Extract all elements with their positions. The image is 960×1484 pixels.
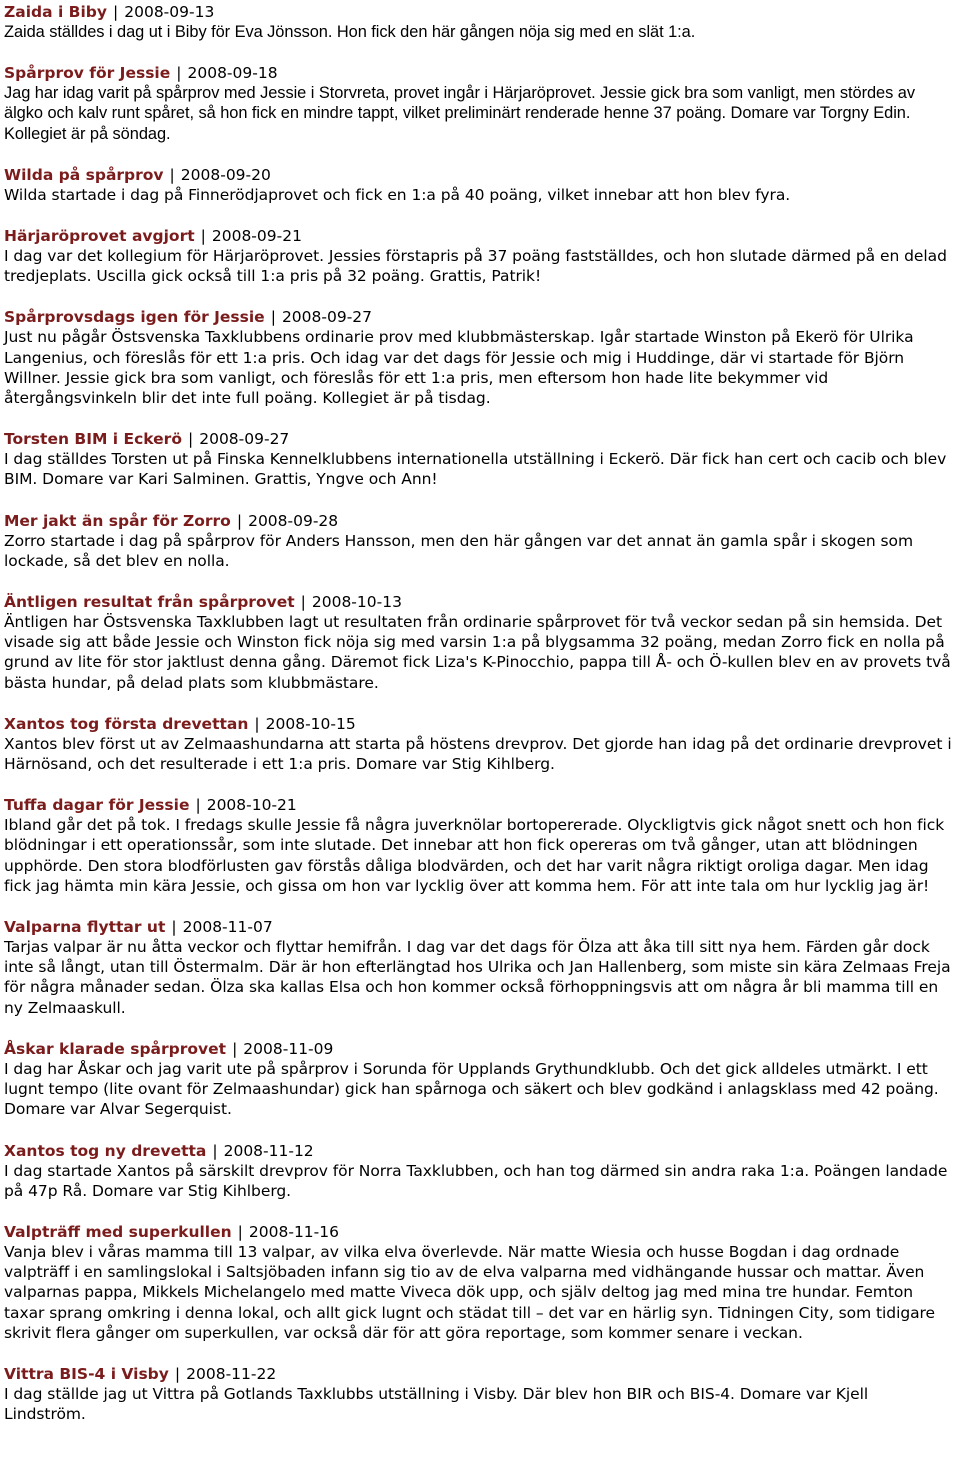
entry-title: Zaida i Biby xyxy=(4,3,107,21)
entry-text: I dag startade Xantos på särskilt drevprov för Norra Taxklubben, och han tog därmed sin andra raka 1:a. Poängen landade på 47p Rå. Domare var Stig Kihlberg. xyxy=(4,1161,948,1200)
entry-title: Xantos tog första drevettan xyxy=(4,714,249,733)
entry-text: Jag har idag varit på spårprov med Jessie i Storvreta, provet ingår i Härjaröprovet. Jessie gick bra som vanligt, men stördes av älgko och kalv runt spåret, så hon fick en mindre tappt, vilket preliminärt renderade henne 37 poäng. Domare var Torgny Edin. Kollegiet är på söndag. xyxy=(4,84,915,143)
entry-date: 2008-09-18 xyxy=(187,64,278,83)
entry-date: 2008-10-13 xyxy=(311,593,402,612)
entry-title: Spårprov för Jessie xyxy=(4,64,171,83)
entry-separator: | xyxy=(187,430,194,449)
entry-separator: | xyxy=(237,1222,243,1241)
entry-separator: | xyxy=(232,1039,238,1058)
news-entry xyxy=(4,63,952,144)
entry-header xyxy=(4,2,952,22)
news-entry xyxy=(4,795,952,896)
entry-text: Just nu pågår Östsvenska Taxklubbens ordinarie prov med klubbmästerskap. Igår startade Winston på Ekerö för Ulrika Langenius, och föreslås för ett 1:a pris. Och idag var det dags för Jessie och mig i Huddinge, där vi startade för Björn Willner. Jessie gick bra som vanligt, och föreslås för ett 1:a pris, men eftersom hon hade lite bekymmer vid återgångsvinkeln blir det inte full poäng. Kollegiet är på tisdag. xyxy=(4,328,914,408)
news-entry xyxy=(4,1364,952,1424)
entry-header xyxy=(4,307,952,327)
entry-header xyxy=(4,592,952,612)
entry-separator: | xyxy=(176,64,182,83)
entry-text: Xantos blev först ut av Zelmaashundarna att starta på höstens drevprov. Det gjorde han idag på det ordinarie drevprovet i Härnösand, och det resulterade i ett 1:a pris. Domare var Stig Kihlberg. xyxy=(4,734,952,774)
entry-header xyxy=(4,1222,952,1242)
entry-text: Tarjas valpar är nu åtta veckor och flyttar hemifrån. I dag var det dags för Ölza att åka till sitt nya hem. Färden går dock inte så långt, utan till Östermalm. Där är hon efterlängtad hos Ulrika och Jan Hallenberg, som miste sin kära Zelmaas Freja för några månader sedan. Ölza ska kallas Elsa och hon kommer också förhoppningsvis att om några år bli mamma till en ny Zelmaaskull. xyxy=(4,938,951,1017)
entry-date: 2008-09-21 xyxy=(211,227,302,246)
entry-separator: | xyxy=(113,3,119,21)
entry-date: 2008-09-13 xyxy=(124,3,215,21)
entry-title: Xantos tog ny drevetta xyxy=(4,1141,207,1160)
entry-date: 2008-11-09 xyxy=(243,1039,334,1058)
entry-title: Mer jakt än spår för Zorro xyxy=(4,511,231,530)
entry-title: Vittra BIS-4 i Visby xyxy=(4,1364,169,1383)
entry-text: Zorro startade i dag på spårprov för Anders Hansson, men den här gången var det annat än gamla spår i skogen som lockade, så det blev en nolla. xyxy=(4,531,914,570)
entry-header xyxy=(4,165,952,185)
entry-date: 2008-09-28 xyxy=(248,511,339,530)
news-entry xyxy=(4,592,952,693)
entry-title: Härjaröprovet avgjort xyxy=(4,227,195,246)
news-entry xyxy=(4,917,952,1018)
entry-header xyxy=(4,511,952,531)
entry-separator: | xyxy=(171,918,177,937)
entry-header xyxy=(4,63,952,83)
entry-separator: | xyxy=(169,165,175,184)
entry-text: I dag ställde jag ut Vittra på Gotlands Taxklubbs utställning i Visby. Där blev hon BIR och BIS-4. Domare var Kjell Lindström. xyxy=(4,1384,869,1424)
entry-date: 2008-09-20 xyxy=(180,165,271,184)
entry-text: I dag har Åskar och jag varit ute på spårprov i Sorunda för Upplands Grythundklubb. Och det gick alldeles utmärkt. I ett lugnt tempo (lite ovant för Zelmaashundar) gick han spårnoga och säkert och blev godkänd i anlagsklass med 42 poäng. Domare var Alvar Segerquist. xyxy=(4,1059,939,1119)
entry-separator: | xyxy=(270,308,276,327)
entry-title: Valpträff med superkullen xyxy=(4,1222,232,1241)
entry-text: I dag ställdes Torsten ut på Finska Kennelklubbens internationella utställning i Eckerö. Där fick han cert och cacib och blev BIM. Domare var Kari Salminen. Grattis, Yngve och Ann! xyxy=(4,450,947,489)
news-entry xyxy=(4,307,952,408)
entry-date: 2008-11-07 xyxy=(182,918,273,937)
entry-title: Torsten BIM i Eckerö xyxy=(4,430,182,449)
entry-header xyxy=(4,226,952,246)
entry-text: Wilda startade i dag på Finnerödjaprovet och fick en 1:a på 40 poäng, vilket innebar att hon blev fyra. xyxy=(4,185,791,204)
entry-header xyxy=(4,1039,952,1059)
entry-text: Ibland går det på tok. I fredags skulle Jessie få några juverknölar bortopererade. Olyckligtvis gick något snett och hon fick blödningar i ett operationssår, som inte slutade. Det innebar att hon fick opereras om två gånger, utan att blödningen upphörde. Den stora blodförlusten gav förstås dåliga blodvärden, och det har varit några riktigt oroliga dagar. Men idag fick jag hämta min kära Jessie, och gissa om hon var lycklig över att komma hem. För att inte tala om hur lycklig jag är! xyxy=(4,816,945,895)
news-entry xyxy=(4,714,952,774)
entry-date: 2008-10-21 xyxy=(206,796,297,815)
entry-title: Valparna flyttar ut xyxy=(4,918,166,937)
entry-date: 2008-11-16 xyxy=(248,1222,339,1241)
entry-header xyxy=(4,795,952,815)
entry-date: 2008-10-15 xyxy=(265,714,356,733)
entry-text: Vanja blev i våras mamma till 13 valpar, av vilka elva överlevde. När matte Wiesia och husse Bogdan i dag ordnade valpträff i en samlingslokal i Saltsjöbaden infann sig tio av de elva valparna med vidhängande hussar och mattar. Även valparnas pappa, Mikkels Michelangelo med matte Viveca dök upp, och själv deltog jag med mina tre hundar. Femton taxar sprang omkring i denna lokal, och allt gick lugnt och städat till – det var en härlig syn. Tidningen City, som tidigare skrivit flera gånger om superkullen, var också där för att göra reportage, som kommer senare i veckan. xyxy=(4,1242,936,1342)
entry-separator: | xyxy=(212,1141,218,1160)
entry-title: Åskar klarade spårprovet xyxy=(4,1039,227,1058)
entry-separator: | xyxy=(254,714,260,733)
entry-text: I dag var det kollegium för Härjaröprovet. Jessies förstapris på 37 poäng fastställdes, och hon slutade därmed på en delad tredjeplats. Uscilla gick också till 1:a pris på 32 poäng. Grattis, Patrik! xyxy=(4,247,947,286)
entry-header xyxy=(4,1141,952,1161)
news-entry xyxy=(4,2,952,42)
news-entry xyxy=(4,511,952,571)
entry-date: 2008-11-22 xyxy=(186,1364,277,1383)
entry-separator: | xyxy=(174,1364,181,1383)
news-entry xyxy=(4,1222,952,1343)
entry-header xyxy=(4,1364,952,1384)
entry-title: Wilda på spårprov xyxy=(4,165,164,184)
entry-separator: | xyxy=(200,227,206,246)
entry-title: Tuffa dagar för Jessie xyxy=(4,796,190,815)
entry-separator: | xyxy=(236,511,243,530)
entry-header xyxy=(4,714,952,734)
entry-date: 2008-09-27 xyxy=(281,308,373,327)
news-entry xyxy=(4,1039,952,1120)
entry-header xyxy=(4,429,952,449)
news-entry xyxy=(4,165,952,205)
entry-date: 2008-09-27 xyxy=(199,430,290,449)
news-entry xyxy=(4,226,952,286)
news-entry xyxy=(4,1141,952,1201)
entry-separator: | xyxy=(195,796,201,815)
entry-title: Spårprovsdags igen för Jessie xyxy=(4,308,265,327)
news-entry xyxy=(4,429,952,489)
entry-text: Äntligen har Östsvenska Taxklubben lagt ut resultaten från ordinarie spårprovet för två veckor sedan på sin hemsida. Det visade sig att både Jessie och Winston fick nöja sig med varsin 1:a på blygsamma 32 poäng, medan Zorro fick en nolla på grund av lite för stor jaktlust denna gång. Däremot fick Liza's K-Pinocchio, pappa till Å- och Ö-kullen blev en av provets två bästa hundar, på delad plats som klubbmästare. xyxy=(4,613,951,692)
entry-text: Zaida ställdes i dag ut i Biby för Eva Jönsson. Hon fick den här gången nöja sig med en slät 1:a. xyxy=(4,23,696,41)
entry-date: 2008-11-12 xyxy=(223,1141,314,1160)
entry-title: Äntligen resultat från spårprovet xyxy=(4,593,295,612)
entry-header xyxy=(4,917,952,937)
entry-separator: | xyxy=(300,593,306,612)
